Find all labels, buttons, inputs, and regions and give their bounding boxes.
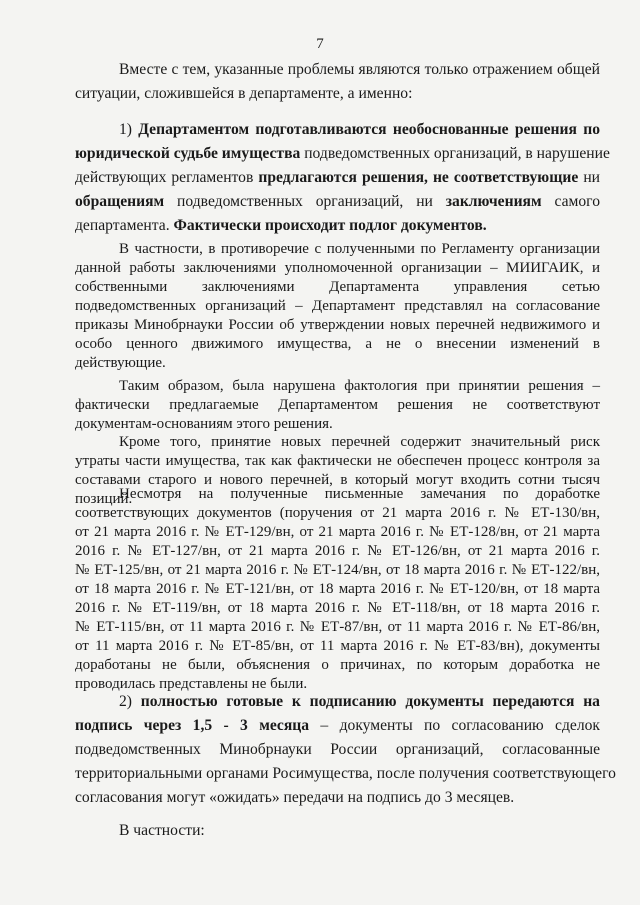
text-line: приказы Минобрнауки России об утверждении новых перечней недвижимого и [75, 317, 600, 333]
text-line: собственными заключениями Департамента управления сетью [75, 279, 600, 295]
text-line: 2) полностью готовые к подписанию документы передаются на [119, 693, 600, 710]
text-line: 2016 г. № ЕТ-119/вн, от 18 марта 2016 г. № ЕТ-118/вн, от 18 марта 2016 г. [75, 600, 600, 616]
text-line: действующих регламентов предлагаются решения, не соответствующие ни [75, 169, 601, 186]
text-line: согласования могут «ожидать» передачи на подпись до 3 месяцев. [75, 789, 515, 806]
text-line: Несмотря на полученные письменные замечания по доработке [119, 486, 600, 502]
text-line: территориальными органами Росимущества, после получения соответствующего [75, 765, 616, 782]
text-line: от 21 марта 2016 г. № ЕТ-129/вн, от 21 марта 2016 г. № ЕТ-128/вн, от 21 марта [75, 524, 600, 540]
text-line: составами старого и нового перечней, в который могут входить сотни тысяч [75, 472, 600, 488]
text-line: обращениям подведомственных организаций, ни заключениям самого [75, 193, 600, 210]
text-line: Вместе с тем, указанные проблемы являются только отражением общей [119, 61, 600, 78]
intro-paragraph [75, 58, 600, 106]
text-line: 2016 г. № ЕТ-127/вн, от 21 марта 2016 г. № ЕТ-126/вн, от 21 марта 2016 г. [75, 543, 600, 559]
closing-line [75, 819, 600, 843]
text-line: подпись через 1,5 - 3 месяца – документы по согласованию сделок [75, 717, 600, 734]
text-line: Таким образом, была нарушена фактология при принятии решения – [119, 378, 600, 394]
text-line: подведомственных Минобрнауки России организаций, согласованные [75, 741, 600, 758]
point-1-paragraph [75, 118, 610, 238]
text-line: Кроме того, принятие новых перечней содержит значительный риск [119, 434, 600, 450]
text-line: данной работы заключениями уполномоченной организации – МИИГАИК, и [75, 260, 600, 276]
text-line: департамента. Фактически происходит подлог документов. [75, 217, 487, 234]
text-line: В частности, в противоречие с полученными по Регламенту организации [119, 241, 600, 257]
text-line: 1) Департаментом подготавливаются необоснованные решения по [119, 121, 600, 138]
page-number: 7 [316, 36, 324, 52]
text-line: особо ценного движимого имущества, а не о внесении изменений в [75, 336, 600, 352]
text-line: от 11 марта 2016 г. № ЕТ-85/вн, от 11 марта 2016 г. № ЕТ-83/вн), документы [75, 638, 600, 654]
text-line: проводилась представлены не были. [75, 676, 308, 692]
text-line: юридической судьбе имущества подведомственных организаций, в нарушение [75, 145, 610, 162]
violation-paragraph [75, 377, 600, 434]
text-line: действующие. [75, 355, 166, 371]
text-line: соответствующих документов (поручения от 21 марта 2016 г. № ЕТ-130/вн, [75, 505, 600, 521]
text-line: подведомственных организаций – Департамент представлял на согласование [75, 298, 600, 314]
text-line: позиций. [75, 491, 133, 507]
text-line: № ЕТ-115/вн, от 11 марта 2016 г. № ЕТ-87/вн, от 11 марта 2016 г. № ЕТ-86/вн, [75, 619, 600, 635]
text-line: доработаны не были, объяснения о причинах, по которым доработка не [75, 657, 600, 673]
text-line: от 18 марта 2016 г. № ЕТ-121/вн, от 18 марта 2016 г. № ЕТ-120/вн, от 18 марта [75, 581, 600, 597]
text-line: фактически предлагаемые Департаментом решения не соответствуют [75, 397, 600, 413]
text-line: № ЕТ-125/вн, от 21 марта 2016 г. № ЕТ-124/вн, от 18 марта 2016 г. № ЕТ-122/вн, [75, 562, 600, 578]
text-line: ситуации, сложившейся в департаменте, а именно: [75, 85, 413, 102]
point-2-paragraph [75, 690, 616, 810]
details-paragraph [75, 240, 600, 373]
text-line: В частности: [119, 822, 205, 839]
text-line: документам-основаниям этого решения. [75, 416, 333, 432]
remarks-paragraph [75, 485, 600, 694]
text-line: утраты части имущества, так как фактически не обеспечен процесс контроля за [75, 453, 600, 469]
